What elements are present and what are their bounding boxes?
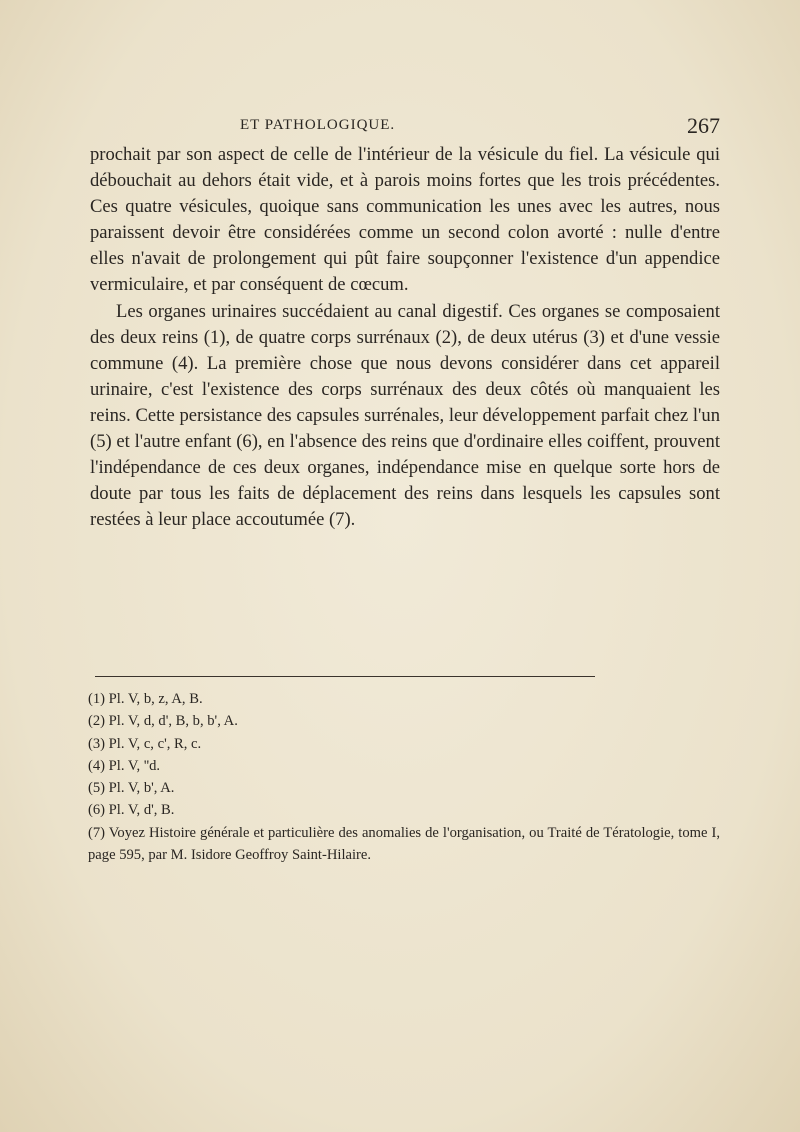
footnote-6: (6) Pl. V, d', B. (88, 802, 175, 819)
page-number: 267 (687, 113, 720, 138)
footnote-5: (5) Pl. V, b', A. (88, 780, 175, 797)
footnotes (88, 688, 720, 866)
footnote-2: (2) Pl. V, d, d', B, b, b', A. (88, 713, 238, 730)
page-header (90, 113, 720, 141)
paragraph-continued: prochait par son aspect de celle de l'intérieur de la vésicule du fiel. La vésicule qui débouchait au dehors était vide, et à parois moins fortes que les trois précédentes. Ces quatre vésicules, quoique sans communication les unes avec les autres, nous paraissent devoir être considérées comme un second colon avorté : nulle d'entre elles n'avait de prolongement qui pût faire soupçonner l'existence d'un appendice vermiculaire, et par conséquent de cœcum. (90, 144, 720, 296)
footnote-1: (1) Pl. V, b, z, A, B. (88, 691, 203, 707)
footnote-3: (3) Pl. V, c, c', R, c. (88, 735, 202, 752)
footnote-7: (7) Voyez Histoire générale et particulière des anomalies de l'organisation, ou Traité de Tératologie, tome I, page 595, par M. Isidore Geoffroy Saint-Hilaire. (88, 824, 720, 864)
paragraph-urinary-organs: Les organes urinaires succédaient au canal digestif. Ces organes se composaient des deux reins (1), de quatre corps surrénaux (2), de deux utérus (3) et d'une vessie commune (4). La première chose que nous devons considérer dans cet appareil urinaire, c'est l'existence des corps surrénaux des deux côtés où manquaient les reins. Cette persistance des capsules surrénales, leur développement parfait chez l'un (5) et l'autre enfant (6), en l'absence des reins que d'ordinaire elles coiffent, prouvent l'indépendance de ces deux organes, indépendance mise en quelque sorte hors de doute par tous les faits de déplacement des reins dans lesquels les capsules sont restées à leur place accoutumée (7). (90, 300, 720, 531)
running-head: ET PATHOLOGIQUE. (240, 117, 396, 133)
footnote-4: (4) Pl. V, ''d. (88, 757, 161, 774)
footnote-separator (95, 676, 595, 677)
main-text (90, 142, 720, 533)
